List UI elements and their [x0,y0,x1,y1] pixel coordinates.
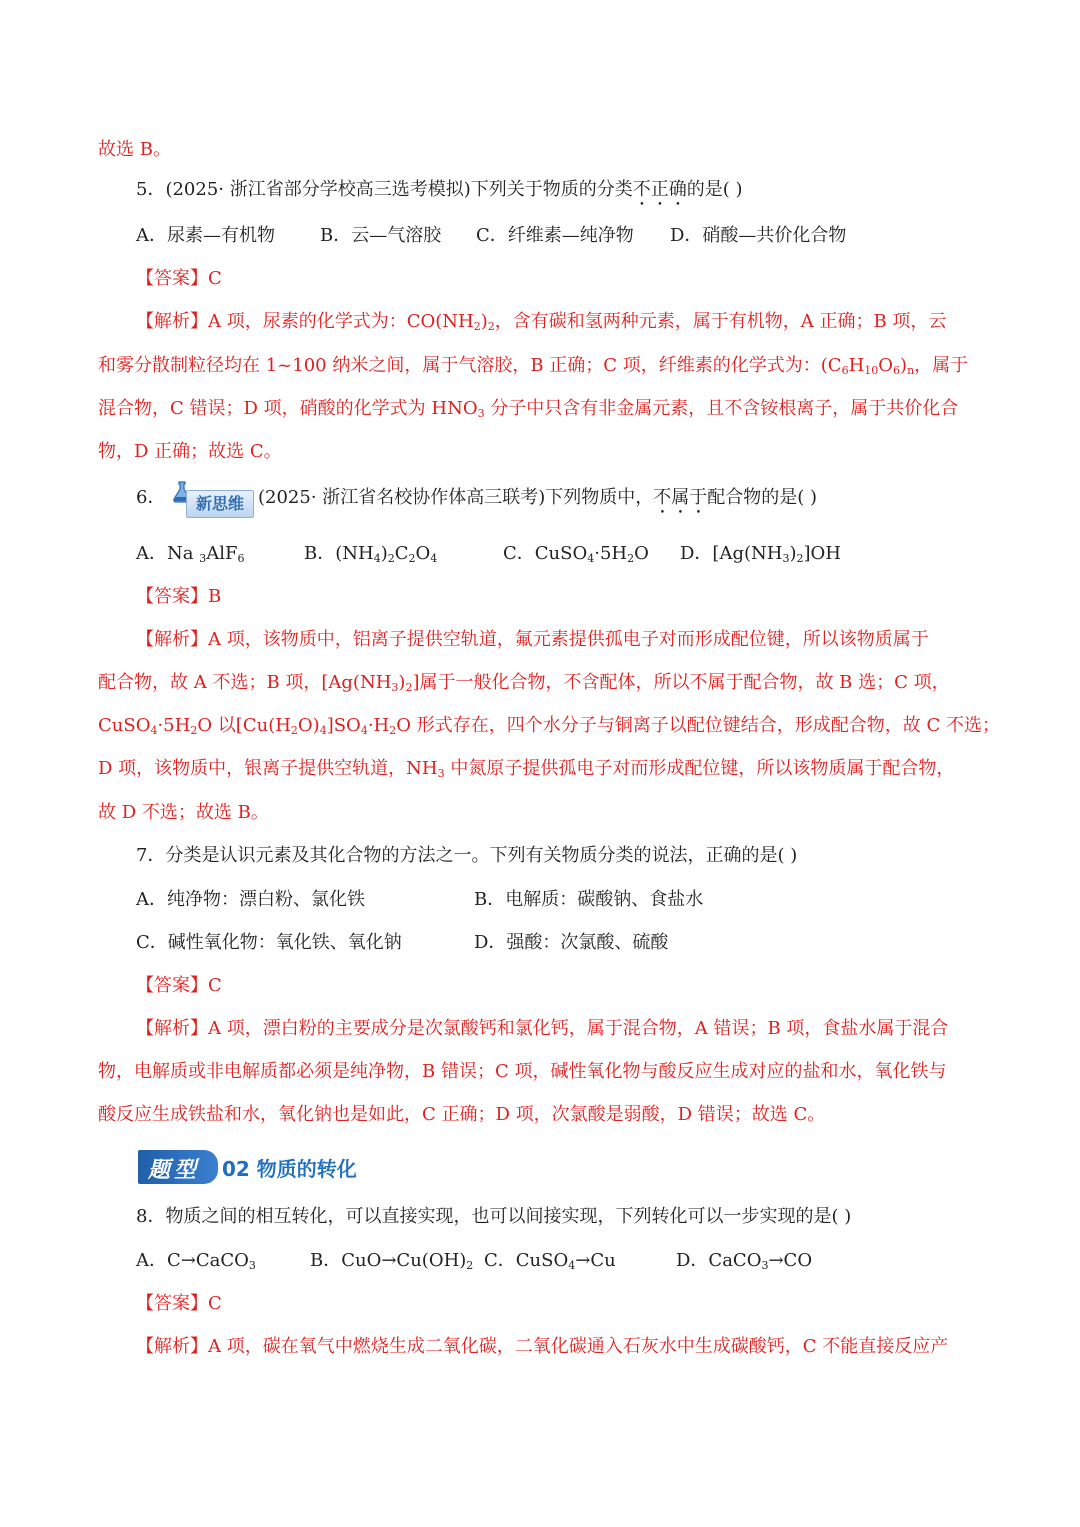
question-5-analysis-line-3: 混合物，C 错误；D 项，硝酸的化学式为 $HNO_3$ 分子中只含有非金属元素，且不含铵根离子，属于共价化合 [98,398,959,420]
question-8-option-d: D．CaCO$_3$→CO [676,1250,813,1272]
question-7-option-a: A．纯净物：漂白粉、氯化铁 [136,889,365,910]
question-8-stem: 8．物质之间的相互转化，可以直接实现，也可以间接实现，下列转化可以一步实现的是( ) [136,1206,852,1227]
question-6-analysis-line-2: 配合物，故 A 不选；B 项，$[Ag(NH_3)_2]$属于一般化合物，不含配体，所以不属于配合物，故 B 选；C 项， [98,672,950,694]
emphasis-text: 不属于 [653,487,708,508]
stem-text: 5．(2025· 浙江省部分学校高三选考模拟)下列关于物质的分类 [136,179,633,200]
question-6-option-a: A．Na $_3$AlF$_6$ [136,543,245,565]
question-7-option-b: B．电解质：碳酸钠、食盐水 [474,889,704,910]
question-5-answer: 【答案】C [136,268,222,289]
question-6-analysis-line-1: 【解析】A 项，该物质中，铝离子提供空轨道，氟元素提供孤电子对而形成配位键，所以该物质属于 [136,629,929,650]
question-5-option-a: A．尿素—有机物 [136,225,275,246]
question-6-analysis-line-4: D 项，该物质中，银离子提供空轨道，$NH_3$ 中氮原子提供孤电子对而形成配位键，所以该物质属于配合物， [98,758,955,780]
question-5-option-c: C．纤维素—纯净物 [476,225,634,246]
question-6-analysis-line-3: $CuSO_4\cdot 5H_2O$ 以$[Cu(H_2O)_4]SO_4\cdot H_2O$ 形式存在，四个水分子与铜离子以配位键结合，形成配合物，故 C 不选； [98,715,1000,737]
question-5-analysis-line-1: 【解析】A 项，尿素的化学式为：$CO(NH_2)_2$，含有碳和氢两种元素，属于有机物，A 正确；B 项，云 [136,311,947,333]
question-5-option-b: B．云—气溶胶 [320,225,442,246]
question-8-option-b: B．$CuO\to Cu(OH)_2$ [310,1250,474,1272]
question-7-answer: 【答案】C [136,975,222,996]
question-5-analysis-line-2: 和雾分散制粒径均在 1~100 纳米之间，属于气溶胶，B 正确；C 项，纤维素的化学式为：$(C_6H_{10}O_6)_n$，属于 [98,355,969,377]
question-6-option-d: D．$[Ag(NH_3)_2]OH$ [680,543,841,565]
new-thinking-badge [168,480,252,518]
question-7-analysis-line-3: 酸反应生成铁盐和水，氧化钠也是如此，C 正确；D 项，次氯酸是弱酸，D 错误；故选 C。 [98,1104,826,1125]
question-6-analysis-line-5: 故 D 不选；故选 B。 [98,802,269,823]
question-5-stem [136,176,743,210]
question-6-stem: (2025· 浙江省名校协作体高三联考)下列物质中，不属于配合物的是( ) [258,487,818,508]
question-7-option-d: D．强酸：次氯酸、硫酸 [474,932,669,953]
question-8-answer: 【答案】C [136,1293,222,1314]
stem-text-end: 的是( ) [686,179,743,200]
question-7-analysis-line-1: 【解析】A 项，漂白粉的主要成分是次氯酸钙和氯化钙，属于混合物，A 错误；B 项，食盐水属于混合 [136,1018,949,1039]
emphasis-text: 不正确 [632,179,687,200]
question-6-option-c: C．$CuSO_4\cdot 5H_2O$ [503,543,649,565]
question-7-option-c: C．碱性氧化物：氧化铁、氧化钠 [136,932,402,953]
question-5-analysis-line-4: 物，D 正确；故选 C。 [98,441,282,462]
question-6-option-b: B．$(NH_4)_2C_2O_4$ [304,543,438,565]
question-6-answer: 【答案】B [136,586,222,607]
previous-analysis-tail: 故选 B。 [98,139,171,160]
question-7-stem: 7．分类是认识元素及其化合物的方法之一。下列有关物质分类的说法，正确的是( ) [136,845,798,866]
question-8-analysis-line-1: 【解析】A 项，碳在氧气中燃烧生成二氧化碳，二氧化碳通入石灰水中生成碳酸钙，C 不能直接反应产 [136,1336,949,1357]
question-8-option-c: C．CuSO$_4$→Cu [484,1250,616,1272]
question-5-option-d: D．硝酸—共价化合物 [670,225,847,246]
section-title: 02 物质的转化 [222,1157,357,1181]
question-8-option-a: A．C→CaCO$_3$ [136,1250,256,1272]
question-6-number: 6． [136,487,166,508]
badge-label: 新思维 [186,490,254,518]
question-7-analysis-line-2: 物，电解质或非电解质都必须是纯净物，B 错误；C 项，碱性氧化物与酸反应生成对应的盐和水，氧化铁与 [98,1061,947,1082]
section-tag: 题型 [138,1150,218,1184]
